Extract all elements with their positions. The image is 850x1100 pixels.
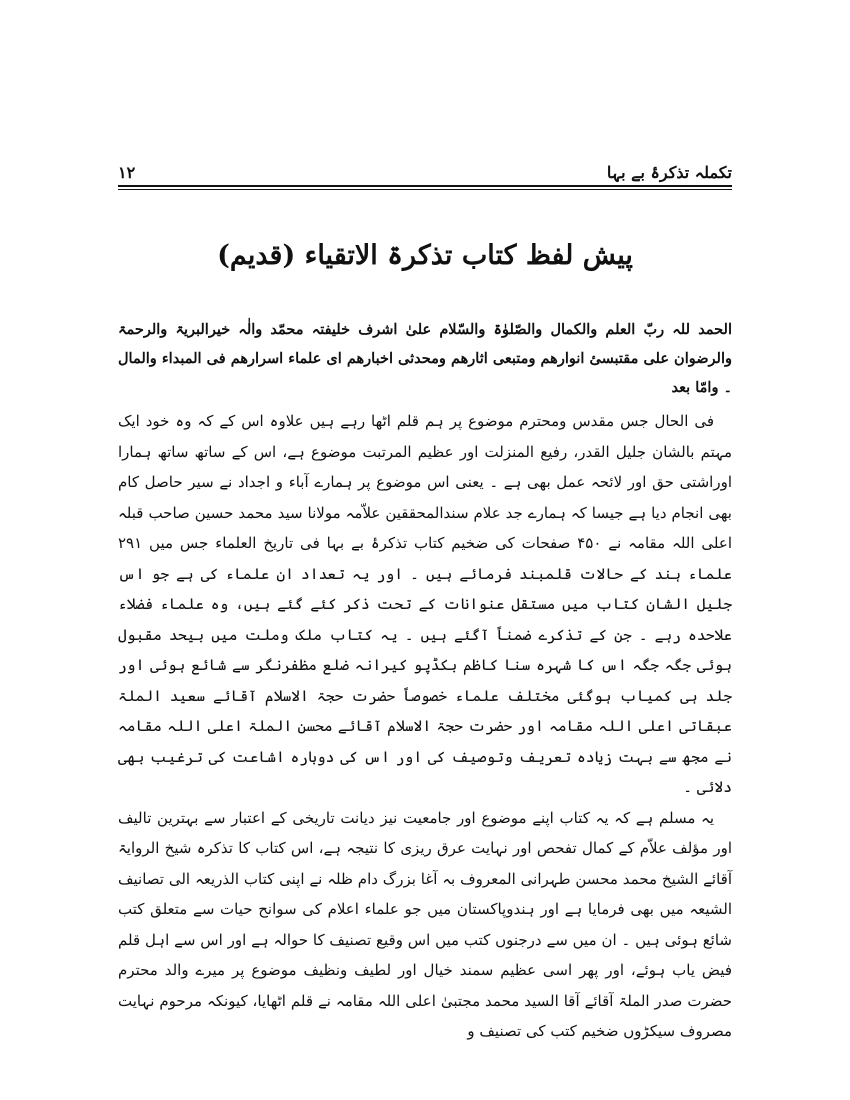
body-text [118,315,732,1047]
paragraph-2: یہ مسلم ہے کہ یہ کتاب اپنے موضوع اور جامعیت نیز دیانت تاریخی کے اعتبار سے بہترین تالیف اور مؤلف علاّم کے کمال تفحص اور نہایت عرق ریزی کا نتیجہ ہے، اس کتاب کا تذکرہ شیخ الروایۃ آقائے الشیخ محمد محسن طہرانی المعروف بہ آغا بزرگ دام ظلہ نے اپنی کتاب الذریعہ الی تصانیف الشیعہ میں بھی فرمایا ہے اور ہندوپاکستان میں جو علماء اعلام کی سوانح حیات سے متعلق کتب شائع ہوئی ہیں ۔ ان میں سے درجنوں کتب میں اس وقیع تصنیف کا حوالہ ہے اور اس سے اہل قلم فیض یاب ہوئے، اور پھر اسی عظیم سمند خیال اور لطیف ونظیف موضوع پر میرے والد محترم حضرت صدر الملۃ آقائے آقا السید محمد مجتبیٰ اعلی اللہ مقامہ نے قلم اٹھایا، کیونکہ مرحوم نہایت مصروف سیکڑوں ضخیم کتب کی تصنیف و [118,808,732,1040]
running-header [118,160,732,182]
page-title: پیش لفظ کتاب تذکرۃ الاتقیاء (قدیم) [217,240,633,271]
book-title: تکملہ تذکرۂ بے بہا [606,163,732,182]
page-number: ۱۲ [118,163,136,182]
paragraph-1: فی الحال جس مقدس ومحترم موضوع پر ہم قلم اٹھا رہے ہیں علاوہ اس کے کہ وہ خود ایک مہتم بالشان جلیل القدر، رفیع المنزلت اور عظیم المرتبت موضوع ہے، اس کے ساتھ ساتھ ہمارا اوراشتی حق اور لائحہ عمل بھی ہے ۔ یعنی اس موضوع پر ہمارے آباء و اجداد نے سیر حاصل کام بھی انجام دیا ہے جیسا کہ ہمارے جد علام سندالمحققین علاّمہ مولانا سید محمد حسین صاحب قبلہ اعلی اللہ مقامہ نے ۴۵۰ صفحات کی ضخیم کتاب تذکرۂ بے بہا فی تاریخ العلماء جس میں ۲۹۱ علماء ہند کے حالات قلمبند فرمائے ہیں ۔ اور یہ تعداد ان علماء کی ہے جو اس جلیل الشان کتاب میں مستقل عنوانات کے تحت ذکر کئے گئے ہیں، وہ علماء فضلاء علاحدہ رہے ۔ جن کے تذکرے ضمناً آگئے ہیں ۔ یہ کتاب ملک وملت میں بیحد مقبول ہوئی جگہ جگہ اس کا شہرہ سنا کاظم بکڈپو کیرانہ ضلع مظفرنگر سے شائع ہوئی اور جلد ہی کمیاب ہوگئی مختلف علماء خصوصاً حضرت حجۃ الاسلام آقائے سعید الملۃ عبقاتی اعلی اللہ مقامہ اور حضرت حجۃ الاسلام آقائے محسن الملۃ اعلی اللہ مقامہ نے مجھ سے بہت زیادہ تعریف وتوصیف کی اور اس کی دوبارہ اشاعت کی ترغیب بھی دلائی ۔ [118,412,732,796]
header-rule [118,185,732,190]
arabic-opening: الحمد للہ ربّ العلم والکمال والصّلوٰۃ والسّلام علیٰ اشرف خلیفتہ محمّد والٰہ خیرالبریۃ والرحمۃ والرضوان علی مقتبسیٔ انوارھم ومتبعی اثارھم ومحدثی اخبارھم ای علماء اسرارھم فی المبداء والمال ۔ وامّا بعد [118,321,732,396]
